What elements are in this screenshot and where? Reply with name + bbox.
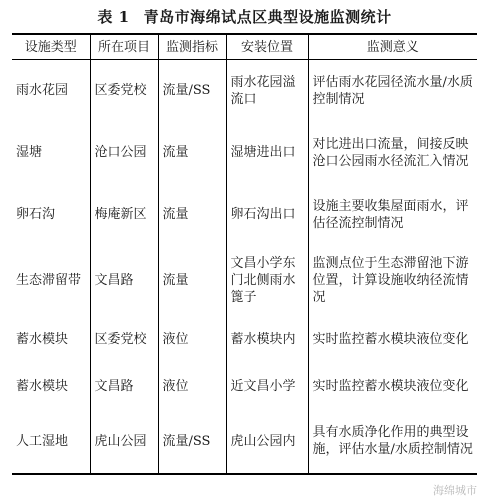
cell-location: 近文昌小学 [226, 363, 308, 410]
cell-significance: 实时监控蓄水模块液位变化 [308, 316, 477, 363]
cell-significance: 具有水质净化作用的典型设施，评估水量/水质控制情况 [308, 410, 477, 474]
header-project: 所在项目 [90, 34, 158, 60]
header-significance: 监测意义 [308, 34, 477, 60]
cell-indicator: 流量/SS [158, 410, 226, 474]
cell-facility-type: 蓄水模块 [16, 331, 69, 347]
table-row [12, 410, 477, 474]
cell-significance: 设施主要收集屋面雨水，评估径流控制情况 [308, 184, 477, 246]
cell-indicator: 流量 [158, 246, 226, 316]
table-row [12, 316, 477, 363]
cell-facility-type: 湿塘 [16, 145, 43, 160]
cell-facility-type: 卵石沟 [16, 207, 56, 222]
cell-location: 虎山公园内 [226, 410, 308, 474]
cell-project: 文昌路 [90, 363, 158, 410]
cell-indicator: 流量/SS [158, 60, 226, 122]
header-facility-type: 设施类型 [12, 34, 90, 60]
table-row [12, 363, 477, 410]
cell-indicator: 液位 [158, 316, 226, 363]
cell-project: 区委党校 [90, 316, 158, 363]
cell-project: 文昌路 [90, 246, 158, 316]
cell-significance: 对比进出口流量，间接反映沧口公园雨水径流汇入情况 [308, 122, 477, 184]
table-title [0, 6, 489, 27]
cell-project: 区委党校 [90, 60, 158, 122]
cell-location: 文昌小学东门北侧雨水篦子 [226, 246, 308, 316]
cell-facility-type: 蓄水模块 [16, 378, 69, 394]
cell-project: 沧口公园 [90, 122, 158, 184]
header-row [12, 34, 477, 60]
cell-significance: 评估雨水花园径流水量/水质控制情况 [308, 60, 477, 122]
table-number: 表 1 [97, 8, 130, 26]
table-row [12, 246, 477, 316]
cell-facility-type: 人工湿地 [12, 410, 90, 474]
cell-facility-type: 生态滞留带 [16, 273, 82, 288]
table-row [12, 122, 477, 184]
table-row [12, 184, 477, 246]
cell-indicator: 流量 [158, 184, 226, 246]
cell-project: 虎山公园 [90, 410, 158, 474]
monitoring-table [12, 33, 477, 475]
header-indicator: 监测指标 [158, 34, 226, 60]
cell-significance: 监测点位于生态滞留池下游位置，计算设施收纳径流情况 [308, 246, 477, 316]
cell-indicator: 液位 [158, 363, 226, 410]
cell-significance: 实时监控蓄水模块液位变化 [308, 363, 477, 410]
cell-facility-type: 雨水花园 [16, 83, 69, 99]
table-caption: 青岛市海绵试点区典型设施监测统计 [143, 8, 392, 26]
table-row [12, 60, 477, 122]
cell-location: 卵石沟出口 [226, 184, 308, 246]
cell-location: 蓄水模块内 [226, 316, 308, 363]
cell-indicator: 流量 [158, 122, 226, 184]
header-location: 安装位置 [226, 34, 308, 60]
watermark: 海绵城市 [433, 484, 477, 497]
cell-project: 梅庵新区 [90, 184, 158, 246]
cell-location: 湿塘进出口 [226, 122, 308, 184]
cell-location: 雨水花园溢流口 [226, 60, 308, 122]
